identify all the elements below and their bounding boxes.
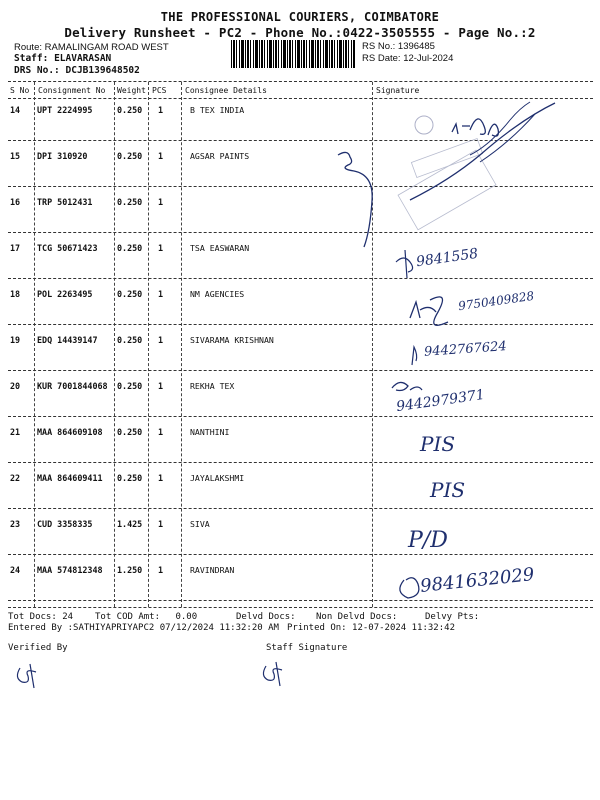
tot-docs-value: 24 [62, 612, 74, 622]
handwritten-row-23: P/D [408, 528, 448, 553]
drs-value: DCJB139648502 [65, 65, 140, 76]
row-consignment-no: EDQ 14439147 [37, 335, 98, 345]
col-weight: Weight [117, 86, 146, 95]
staff-initials [263, 662, 282, 686]
route-value: RAMALINGAM ROAD WEST [44, 42, 169, 53]
handwritten-row-24: 9841632029 [419, 564, 536, 597]
handwritten-row-20: 9442979371 [395, 386, 486, 416]
row-sno: 14 [10, 105, 21, 115]
rs-no-value: 1396485 [397, 41, 435, 52]
row-consignment-no: TCG 50671423 [37, 243, 98, 253]
handwritten-row-18: 9750409828 [457, 288, 535, 314]
route-label: Route: [14, 42, 42, 53]
row-sno: 20 [10, 381, 21, 391]
row-consignee: SIVARAMA KRISHNAN [190, 335, 274, 345]
rs-date-value: 12-Jul-2024 [403, 53, 454, 64]
row-consignment-no: POL 2263495 [37, 289, 93, 299]
verified-by-label: Verified By [8, 643, 68, 653]
printed-on-value: 12-07-2024 11:32:42 [352, 623, 455, 633]
row-sno: 16 [10, 197, 21, 207]
row-sno: 19 [10, 335, 21, 345]
delivery-stamp [398, 116, 496, 230]
row-consignee: AGSAR PAINTS [190, 151, 250, 161]
tot-cod-value: 0.00 [175, 612, 198, 622]
staff-label: Staff: [14, 53, 49, 64]
row-consignment-no: MAA 864609108 [37, 427, 103, 437]
company-title: THE PROFESSIONAL COURIERS, COIMBATORE [160, 10, 440, 24]
row-consignment-no: TRP 5012431 [37, 197, 93, 207]
row-consignment-no: CUD 3358335 [37, 519, 93, 529]
row-consignee: SIVA [190, 519, 210, 529]
row-consignee: JAYALAKSHMI [190, 473, 245, 483]
delvd-docs-label: Delvd Docs: [236, 612, 296, 622]
signature-row-15 [338, 152, 372, 247]
row-pcs: 1 [158, 519, 164, 529]
row-sno: 24 [10, 565, 21, 575]
row-consignee: TSA EASWARAN [190, 243, 250, 253]
row-weight: 0.250 [117, 335, 143, 345]
row-consignee: B TEX INDIA [190, 105, 245, 115]
non-delvd-docs-label: Non Delvd Docs: [316, 612, 398, 622]
row-pcs: 1 [158, 105, 164, 115]
signature-row-14 [452, 119, 498, 136]
row-consignee: NANTHINI [190, 427, 230, 437]
col-consignee: Consignee Details [185, 86, 267, 95]
tot-docs [8, 612, 73, 622]
rs-no-label: RS No.: [362, 41, 396, 52]
entered-by-value: SATHIYAPRIYAPC2 07/12/2024 11:32:20 AM [73, 623, 279, 633]
handwritten-row-17: 9841558 [415, 245, 480, 271]
row-consignment-no: MAA 574812348 [37, 565, 103, 575]
row-pcs: 1 [158, 289, 164, 299]
row-sno: 18 [10, 289, 21, 299]
row-consignment-no: UPT 2224995 [37, 105, 93, 115]
row-consignee: RAVINDRAN [190, 565, 235, 575]
entered-by-label: Entered By : [8, 623, 74, 633]
col-pcs: PCS [152, 86, 167, 95]
handwritten-row-19: 9442767624 [423, 339, 508, 360]
row-pcs: 1 [158, 565, 164, 575]
row-weight: 0.250 [117, 243, 143, 253]
handwritten-row-21: PIS [420, 432, 456, 456]
signature-sweep [410, 103, 555, 200]
row-sno: 15 [10, 151, 21, 161]
row-sno: 17 [10, 243, 21, 253]
row-weight: 0.250 [117, 105, 143, 115]
row-sno: 23 [10, 519, 21, 529]
row-sno: 21 [10, 427, 21, 437]
row-weight: 0.250 [117, 427, 143, 437]
row-weight: 1.425 [117, 519, 143, 529]
staff-value: ELAVARASAN [54, 53, 112, 64]
row-consignment-no: KUR 7001844068 [37, 381, 108, 391]
row-consignee: NM AGENCIES [190, 289, 245, 299]
row-weight: 0.250 [117, 197, 143, 207]
row-pcs: 1 [158, 335, 164, 345]
row-pcs: 1 [158, 381, 164, 391]
row-consignment-no: DPI 310920 [37, 151, 88, 161]
printed-on [287, 623, 455, 633]
col-sno: S No [10, 86, 30, 95]
row-consignment-no: MAA 864609411 [37, 473, 103, 483]
row-weight: 0.250 [117, 289, 143, 299]
runsheet-subtitle: Delivery Runsheet - PC2 - Phone No.:0422-3505555 - Page No.:2 [64, 25, 536, 40]
handwritten-row-22: PIS [430, 478, 466, 502]
table-bottom-rule [8, 607, 593, 608]
verified-initials [17, 664, 36, 688]
row-weight: 1.250 [117, 565, 143, 575]
tot-docs-label: Tot Docs: [8, 612, 57, 622]
tot-cod [95, 612, 197, 622]
row-weight: 0.250 [117, 151, 143, 161]
drs-label: DRS No.: [14, 65, 60, 76]
rs-date-label: RS Date: [362, 53, 401, 64]
staff-signature-label: Staff Signature [266, 643, 348, 653]
col-consignment: Consignment No [38, 86, 106, 95]
entered-by [8, 623, 279, 633]
row-sno: 22 [10, 473, 21, 483]
delvy-pts-label: Delvy Pts: [425, 612, 480, 622]
row-weight: 0.250 [117, 473, 143, 483]
printed-on-label: Printed On: [287, 623, 347, 633]
row-weight: 0.250 [117, 381, 143, 391]
row-pcs: 1 [158, 197, 164, 207]
row-consignee: REKHA TEX [190, 381, 235, 391]
row-pcs: 1 [158, 151, 164, 161]
col-signature: Signature [376, 86, 420, 95]
tot-cod-label: Tot COD Amt: [95, 612, 161, 622]
row-pcs: 1 [158, 473, 164, 483]
row-pcs: 1 [158, 243, 164, 253]
row-pcs: 1 [158, 427, 164, 437]
